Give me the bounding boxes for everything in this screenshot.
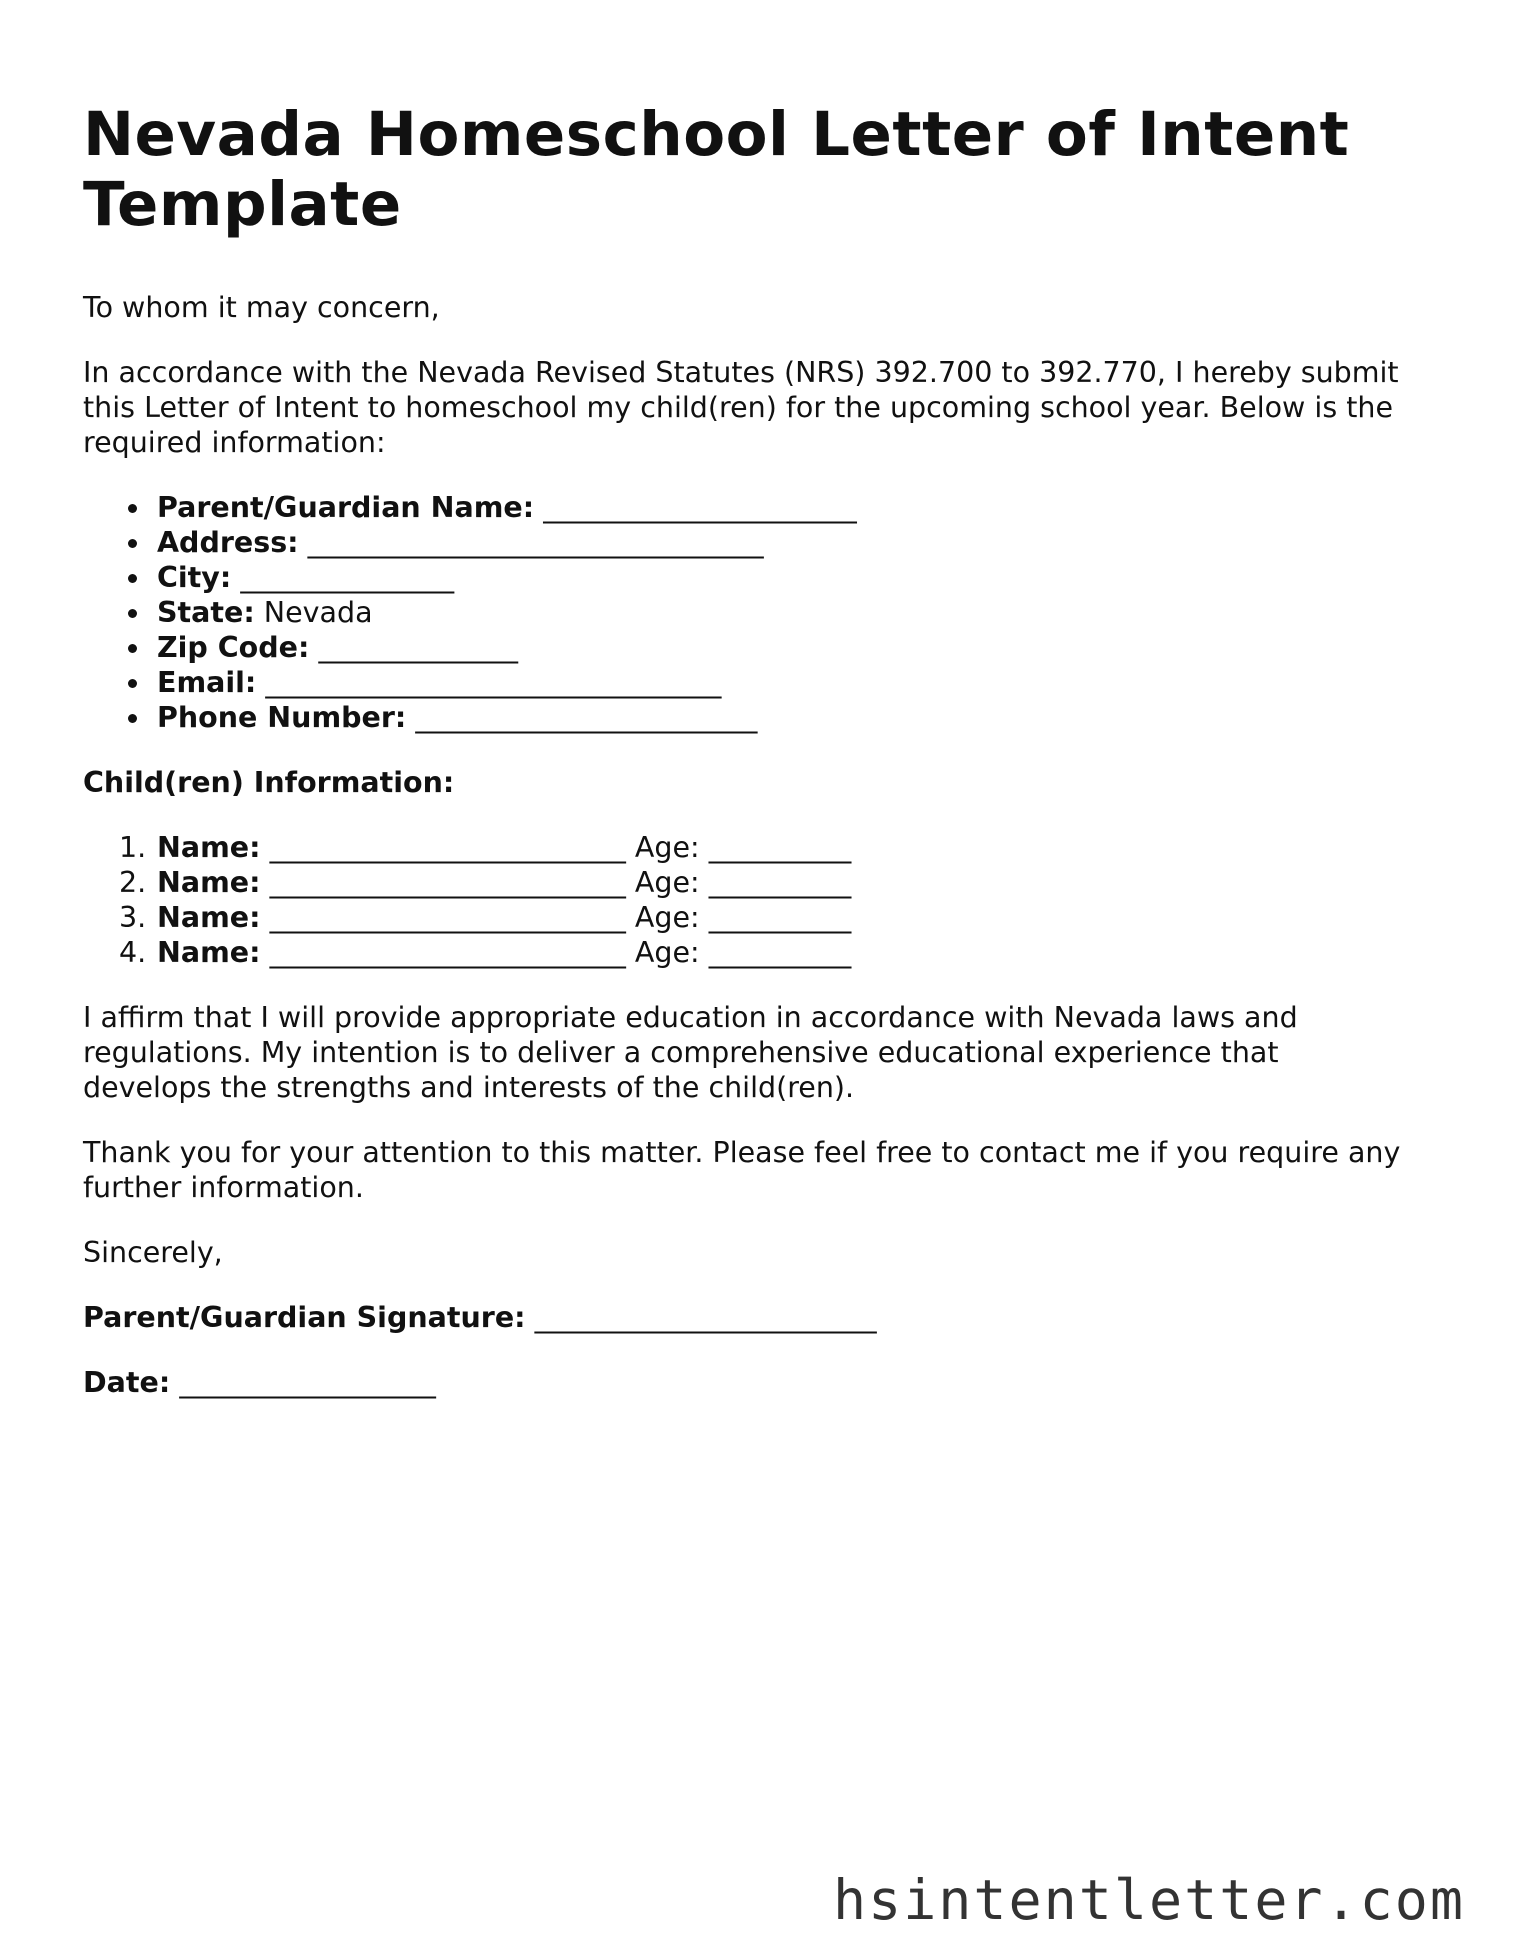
field-label: Address:	[157, 526, 299, 559]
children-heading: Child(ren) Information:	[83, 766, 455, 799]
name-label: Name:	[157, 831, 261, 864]
item-number: 4.	[119, 936, 147, 969]
item-number: 3.	[119, 901, 147, 934]
letter-document	[83, 100, 1413, 1430]
field-blank: ______________	[318, 631, 518, 664]
list-item	[119, 935, 1413, 970]
list-item	[157, 630, 1413, 665]
field-blank: ________________________________	[265, 666, 722, 699]
children-list	[83, 830, 1413, 970]
name-label: Name:	[157, 866, 261, 899]
name-label: Name:	[157, 936, 261, 969]
page-title: Nevada Homeschool Letter of Intent Template	[83, 99, 1350, 240]
date-blank: __________________	[179, 1366, 436, 1399]
name-label: Name:	[157, 901, 261, 934]
date-label: Date:	[83, 1366, 171, 1399]
list-item	[157, 560, 1413, 595]
item-number: 1.	[119, 831, 147, 864]
age-label: Age:	[634, 866, 700, 899]
list-item	[157, 595, 1413, 630]
age-blank: __________	[708, 936, 852, 969]
list-item	[119, 900, 1413, 935]
field-blank: ________________________	[415, 701, 758, 734]
age-label: Age:	[634, 936, 700, 969]
name-blank: _________________________	[269, 901, 626, 934]
greeting: To whom it may concern,	[83, 291, 440, 324]
name-blank: _________________________	[269, 936, 626, 969]
field-blank: ______________________	[543, 491, 857, 524]
brand-watermark: hsintentletter.com	[832, 1868, 1465, 1932]
field-blank: _______________	[240, 561, 455, 594]
age-blank: __________	[708, 866, 852, 899]
closing: Sincerely,	[83, 1236, 223, 1269]
field-label: State:	[157, 596, 255, 629]
list-item	[157, 700, 1413, 735]
date-line	[83, 1365, 1413, 1400]
list-item	[157, 525, 1413, 560]
signature-label: Parent/Guardian Signature:	[83, 1301, 526, 1334]
list-item	[119, 865, 1413, 900]
affirmation-paragraph: I affirm that I will provide appropriate education in accordance with Nevada laws and regulations. My intention is to deliver a comprehensive educational experience that develops the strengths and interests of the child(ren).	[83, 1001, 1298, 1104]
signature-line	[83, 1300, 1413, 1335]
signature-blank: ________________________	[534, 1301, 877, 1334]
field-label: Parent/Guardian Name:	[157, 491, 535, 524]
age-label: Age:	[634, 831, 700, 864]
field-label: Email:	[157, 666, 257, 699]
field-blank: ________________________________	[307, 526, 764, 559]
name-blank: _________________________	[269, 866, 626, 899]
field-value: Nevada	[263, 596, 373, 629]
item-number: 2.	[119, 866, 147, 899]
list-item	[157, 490, 1413, 525]
age-blank: __________	[708, 901, 852, 934]
intro-paragraph: In accordance with the Nevada Revised Statutes (NRS) 392.700 to 392.770, I hereby submit this Letter of Intent to homeschool my child(ren) for the upcoming school year. Below is the required information:	[83, 356, 1399, 459]
field-label: Zip Code:	[157, 631, 310, 664]
field-label: City:	[157, 561, 232, 594]
thanks-paragraph: Thank you for your attention to this matter. Please feel free to contact me if you require any further information.	[83, 1136, 1401, 1204]
age-blank: __________	[708, 831, 852, 864]
name-blank: _________________________	[269, 831, 626, 864]
age-label: Age:	[634, 901, 700, 934]
list-item	[119, 830, 1413, 865]
field-label: Phone Number:	[157, 701, 407, 734]
parent-info-list	[83, 490, 1413, 735]
list-item	[157, 665, 1413, 700]
